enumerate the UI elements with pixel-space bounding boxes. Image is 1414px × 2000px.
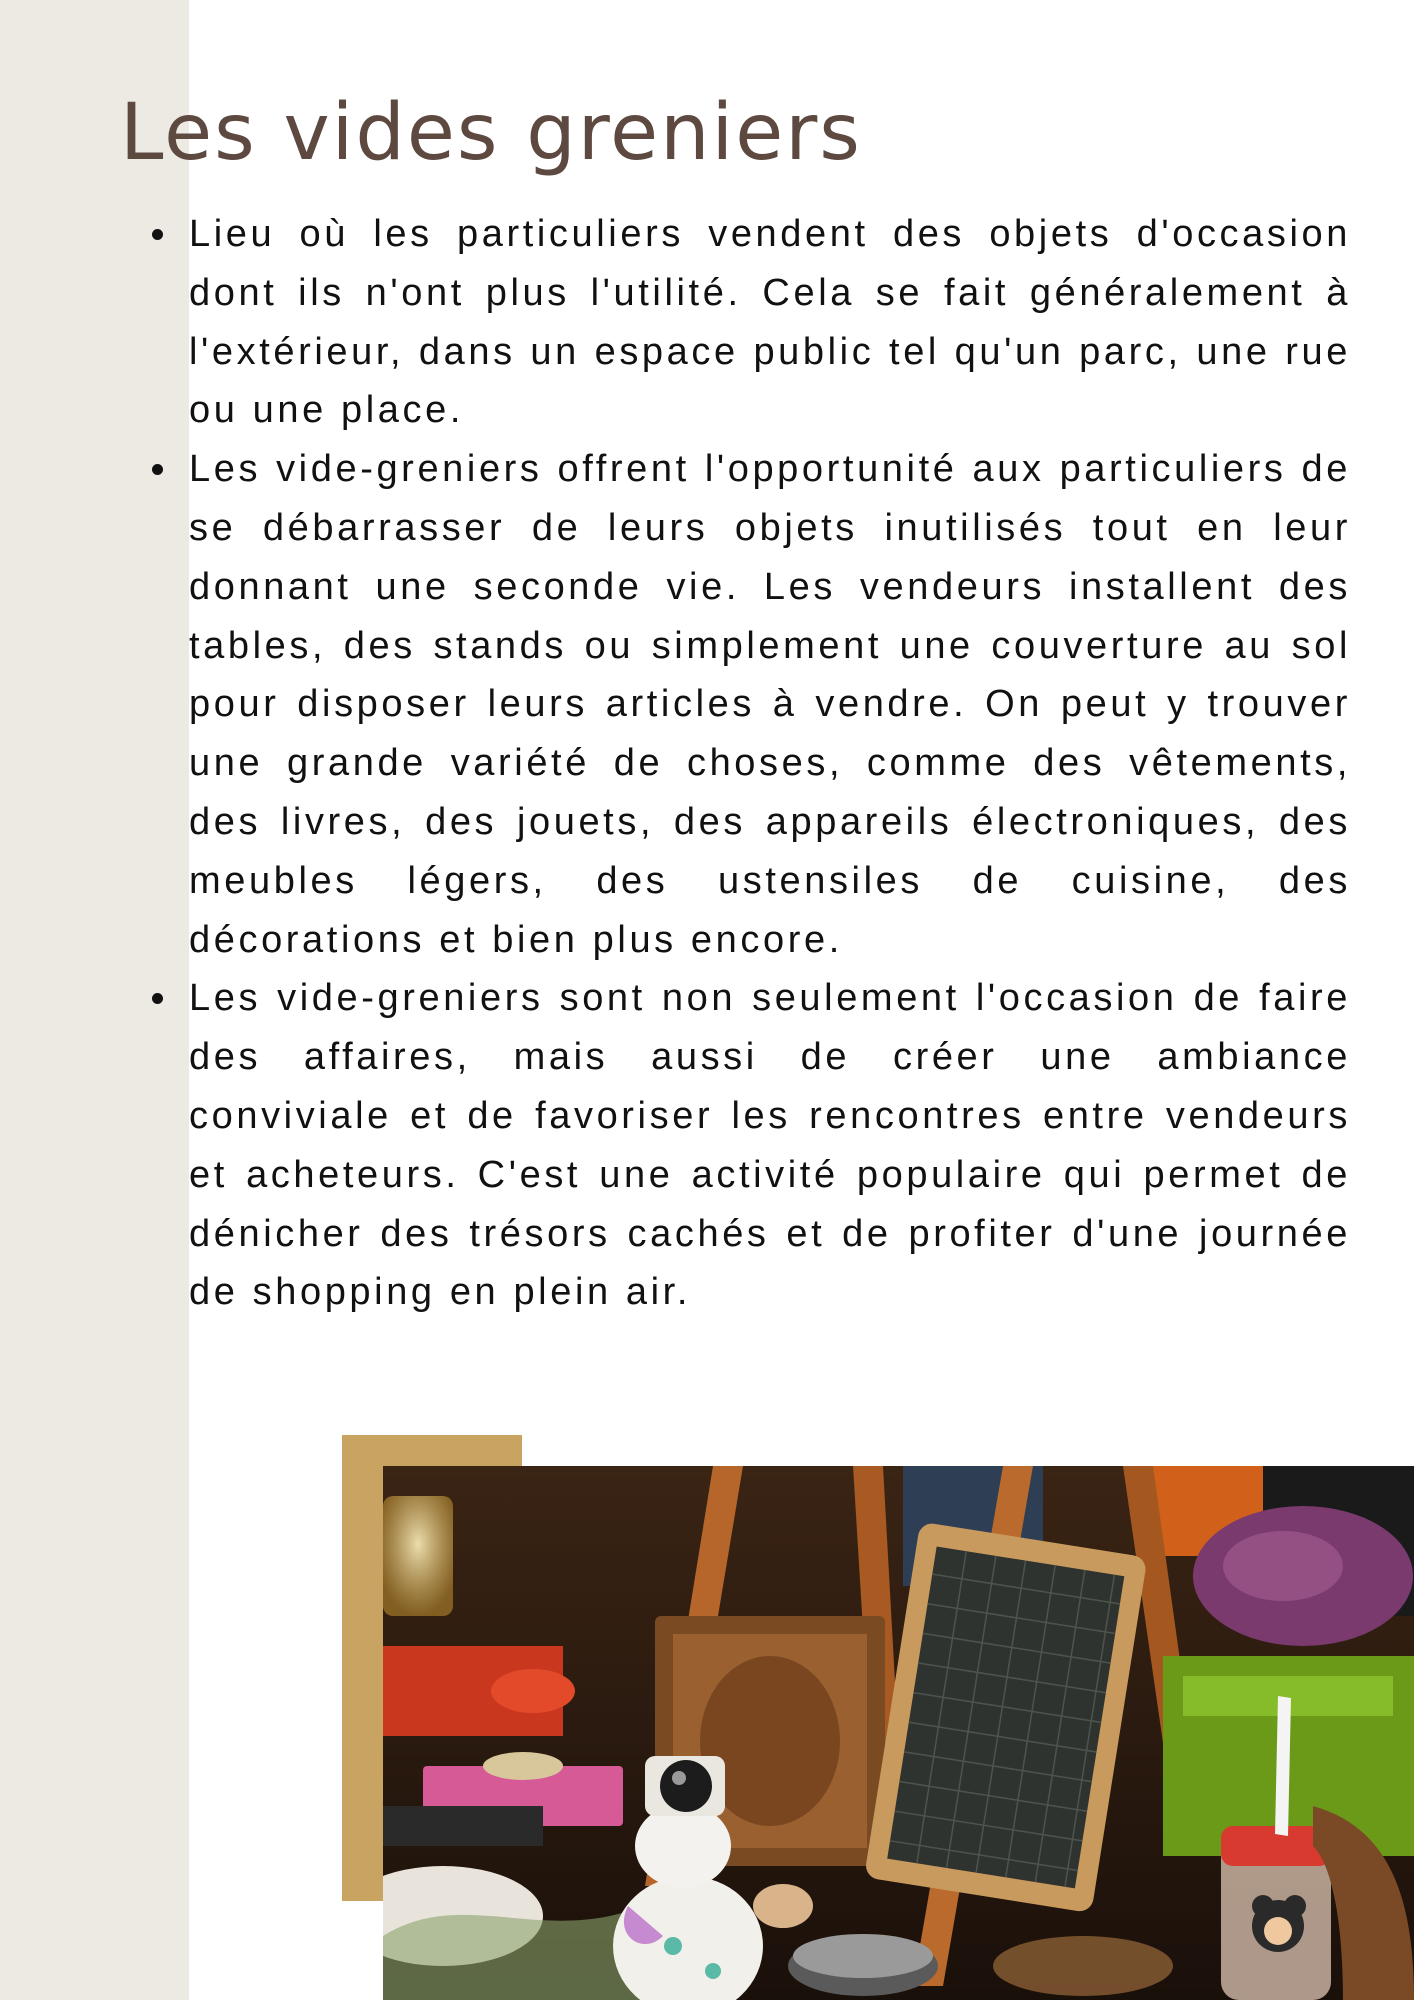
bullet-text: Les vide-greniers offrent l'opportunité aux particuliers de se débarrasser de leurs objets inutilisés tout en leur donnant une seconde vie. Les vendeurs installent des tables, des stands ou simplement une couverture au sol pour disposer leurs articles à vendre. On peut y trouver une grande variété de choses, comme des vêtements, des livres, des jouets, des appareils électroniques, des meubles légers, des ustensiles de cuisine, des décorations et bien plus encore. xyxy=(189,448,1351,961)
flea-market-illustration xyxy=(383,1466,1414,2000)
bullet-list xyxy=(189,205,1351,1322)
bullet-text: Lieu où les particuliers vendent des objets d'occasion dont ils n'ont plus l'utilité. Cela se fait généralement à l'extérieur, dans un espace public tel qu'un parc, une rue ou une place. xyxy=(189,213,1351,432)
bullet-marker xyxy=(152,229,163,240)
bullet-item xyxy=(189,440,1351,969)
bullet-item xyxy=(189,205,1351,440)
bullet-item xyxy=(189,969,1351,1322)
page-title: Les vides greniers xyxy=(120,88,862,178)
flea-market-photo xyxy=(383,1466,1414,2000)
bullet-text: Les vide-greniers sont non seulement l'occasion de faire des affaires, mais aussi de créer une ambiance conviviale et de favoriser les rencontres entre vendeurs et acheteurs. C'est une activité populaire qui permet de dénicher des trésors cachés et de profiter d'une journée de shopping en plein air. xyxy=(189,977,1351,1314)
